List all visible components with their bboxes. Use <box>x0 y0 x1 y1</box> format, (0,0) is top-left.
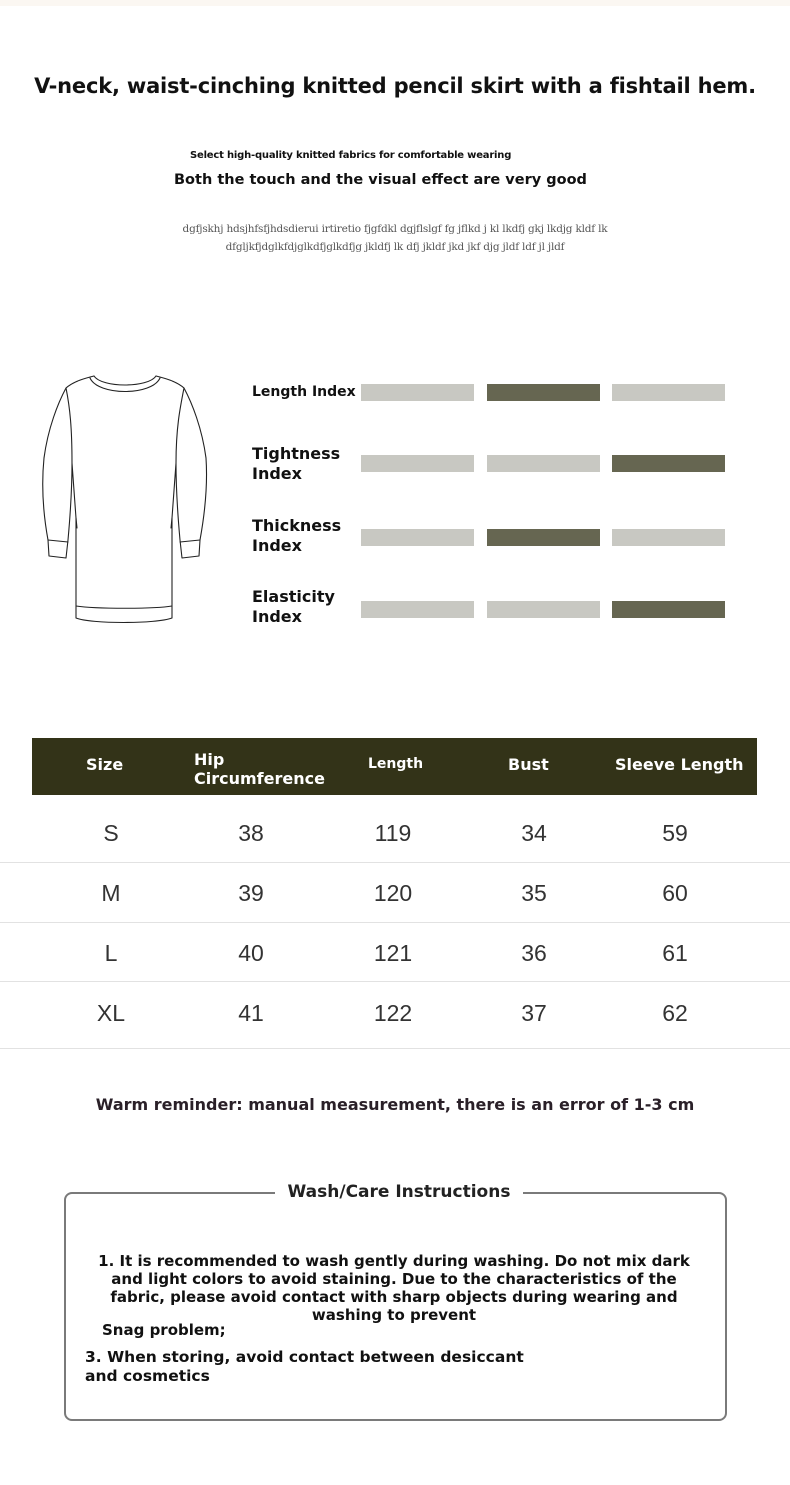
fabric-subtitle: Select high-quality knitted fabrics for comfortable wearing <box>190 150 512 161</box>
index-bar <box>612 384 725 401</box>
index-label-line-2: Index <box>252 536 302 555</box>
cell-length: 120 <box>373 880 413 906</box>
cell-hip: 41 <box>238 1000 264 1026</box>
cell-length: 119 <box>374 820 412 846</box>
index-label-line-2: Index <box>252 607 302 626</box>
cell-hip: 38 <box>238 820 264 846</box>
cell-sleeve: 62 <box>662 1000 688 1026</box>
index-bar <box>361 529 474 546</box>
top-strip <box>0 0 790 6</box>
index-bar-selected <box>487 529 600 546</box>
filler-text-line-1: dgfjskhj hdsjhfsfjhdsdierui irtiretio fjgfdkl dgjflslgf fg jflkd j kl lkdfj gkj lkdjg kldf lk <box>182 223 608 235</box>
index-label-line-2: Index <box>252 464 302 483</box>
cell-hip: 39 <box>238 880 264 906</box>
index-label-line-1: Tightness <box>252 444 341 463</box>
index-bar-selected <box>487 384 600 401</box>
sweater-dress-icon <box>36 368 216 633</box>
index-label <box>252 382 356 402</box>
header-hip-line2: Circumference <box>194 769 325 788</box>
table-row-divider <box>0 981 790 982</box>
cell-size: XL <box>96 1000 126 1026</box>
care-item-1: 1. It is recommended to wash gently during washing. Do not mix dark and light colors to avoid staining. Due to the characteristics of the fabric, please avoid contact with sharp objects during wearing and washing to prevent <box>98 1252 690 1324</box>
filler-text-line-2: dfgljkfjdglkfdjglkdfjglkdfjg jkldfj lk dfj jkldf jkd jkf djg jldf ldf jl jldf <box>225 241 565 253</box>
cell-sleeve: 61 <box>662 940 688 966</box>
care-item-3: 3. When storing, avoid contact between desiccant and cosmetics <box>85 1348 524 1385</box>
table-row-divider <box>0 862 790 863</box>
care-item-2: Snag problem; <box>102 1321 226 1339</box>
measurement-reminder: Warm reminder: manual measurement, there is an error of 1-3 cm <box>95 1095 695 1114</box>
cell-sleeve: 60 <box>662 880 688 906</box>
index-bar <box>361 455 474 472</box>
header-size: Size <box>86 755 124 774</box>
cell-bust: 36 <box>521 940 547 966</box>
header-length: Length <box>368 756 424 772</box>
cell-sleeve: 59 <box>662 820 688 846</box>
index-label <box>252 587 335 627</box>
cell-hip: 40 <box>238 940 264 966</box>
cell-size: S <box>103 820 119 846</box>
index-label-line-1: Thickness <box>252 516 342 535</box>
cell-bust: 34 <box>521 820 547 846</box>
header-bust: Bust <box>508 755 549 774</box>
index-bar-selected <box>612 455 725 472</box>
quality-subtitle: Both the touch and the visual effect are very good <box>174 172 587 188</box>
table-row-divider <box>0 922 790 923</box>
index-bar <box>361 601 474 618</box>
index-bar <box>612 529 725 546</box>
index-label <box>252 516 341 556</box>
index-bar-selected <box>612 601 725 618</box>
cell-bust: 35 <box>521 880 547 906</box>
index-bar <box>361 384 474 401</box>
header-sleeve-length: Sleeve Length <box>615 755 744 774</box>
cell-size: L <box>104 940 118 966</box>
cell-length: 121 <box>373 940 413 966</box>
index-label-line-1: Length Index <box>252 384 356 400</box>
header-hip-line1: Hip <box>194 750 225 769</box>
cell-bust: 37 <box>521 1000 547 1026</box>
product-title: V-neck, waist-cinching knitted pencil skirt with a fishtail hem. <box>34 74 756 98</box>
table-row-divider <box>0 1048 790 1049</box>
cell-length: 122 <box>373 1000 413 1026</box>
index-bar <box>487 455 600 472</box>
index-label-line-1: Elasticity <box>252 587 335 606</box>
cell-size: M <box>101 880 121 906</box>
index-label <box>252 444 340 484</box>
care-title: Wash/Care Instructions <box>275 1182 523 1202</box>
index-bar <box>487 601 600 618</box>
